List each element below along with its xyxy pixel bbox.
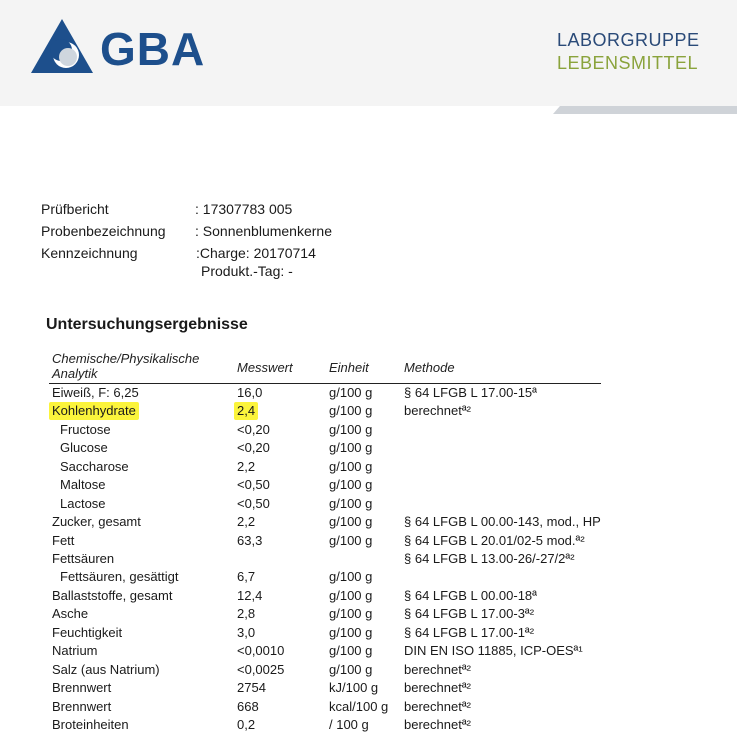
table-row bbox=[0, 458, 737, 476]
row-name: Fettsäuren, gesättigt bbox=[60, 569, 179, 584]
row-value: <0,50 bbox=[237, 496, 270, 511]
row-value: 6,7 bbox=[237, 569, 256, 584]
row-method: § 64 LFGB L 17.00-1ª² bbox=[404, 625, 535, 640]
row-unit: g/100 g bbox=[329, 662, 373, 677]
row-name: Natrium bbox=[52, 643, 98, 658]
row-unit: g/100 g bbox=[329, 643, 373, 658]
lab-group-line1: LABORGRUPPE bbox=[557, 30, 700, 50]
lab-group-line2: LEBENSMITTEL bbox=[557, 53, 699, 73]
row-unit: kcal/100 g bbox=[329, 699, 389, 714]
row-method: DIN EN ISO 11885, ICP-OESª¹ bbox=[404, 643, 583, 658]
row-name: Zucker, gesamt bbox=[52, 514, 141, 529]
row-value: 3,0 bbox=[237, 625, 256, 640]
table-row bbox=[0, 661, 737, 679]
label-probenbezeichnung: Probenbezeichnung bbox=[41, 223, 166, 239]
row-value: <0,0010 bbox=[237, 643, 285, 658]
table-row bbox=[0, 421, 737, 439]
row-name: Brennwert bbox=[52, 699, 112, 714]
label-kennzeichnung: Kennzeichnung bbox=[41, 245, 138, 261]
header-messwert: Messwert bbox=[237, 360, 293, 375]
row-unit: g/100 g bbox=[329, 459, 373, 474]
value-pruefbericht: : 17307783 005 bbox=[195, 201, 293, 217]
header-analytik-line1: Chemische/Physikalische bbox=[52, 351, 200, 366]
table-row bbox=[0, 402, 737, 420]
row-value: <0,20 bbox=[237, 422, 270, 437]
table-row bbox=[0, 513, 737, 531]
gba-logo-text: GBA bbox=[100, 23, 206, 75]
value-kennzeichnung-charge: :Charge: 20170714 bbox=[196, 245, 316, 261]
row-name: Maltose bbox=[60, 477, 106, 492]
row-value: 16,0 bbox=[237, 385, 263, 400]
section-title: Untersuchungsergebnisse bbox=[46, 316, 248, 333]
row-unit: g/100 g bbox=[329, 403, 373, 418]
row-method: berechnetª² bbox=[404, 717, 471, 732]
row-unit: g/100 g bbox=[329, 496, 373, 511]
row-unit: g/100 g bbox=[329, 569, 373, 584]
row-name: Lactose bbox=[60, 496, 106, 511]
table-row bbox=[0, 532, 737, 550]
row-name: Fett bbox=[52, 533, 75, 548]
row-value: <0,50 bbox=[237, 477, 270, 492]
row-name-highlighted: Kohlenhydrate bbox=[49, 402, 139, 420]
row-value: <0,0025 bbox=[237, 662, 285, 677]
row-value: 12,4 bbox=[237, 588, 263, 603]
row-unit: g/100 g bbox=[329, 385, 373, 400]
row-unit: g/100 g bbox=[329, 514, 373, 529]
header-einheit: Einheit bbox=[329, 360, 369, 375]
row-method: § 64 LFGB L 17.00-3ª² bbox=[404, 606, 535, 621]
row-method: § 64 LFGB L 00.00-18ª bbox=[404, 588, 537, 603]
table-row bbox=[0, 698, 737, 716]
row-name: Brennwert bbox=[52, 680, 112, 695]
row-unit: g/100 g bbox=[329, 440, 373, 455]
row-name: Eiweiß, F: 6,25 bbox=[52, 385, 139, 400]
row-unit: g/100 g bbox=[329, 625, 373, 640]
row-method: § 64 LFGB L 13.00-26/-27/2ª² bbox=[404, 551, 575, 566]
table-row bbox=[0, 495, 737, 513]
row-unit: kJ/100 g bbox=[329, 680, 379, 695]
row-method: § 64 LFGB L 00.00-143, mod., HP bbox=[404, 514, 601, 529]
row-value: 0,2 bbox=[237, 717, 256, 732]
row-unit: g/100 g bbox=[329, 588, 373, 603]
table-row bbox=[0, 476, 737, 494]
table-row bbox=[0, 439, 737, 457]
row-method: § 64 LFGB L 20.01/02-5 mod.ª² bbox=[404, 533, 585, 548]
row-name: Fettsäuren bbox=[52, 551, 115, 566]
row-name: Glucose bbox=[60, 440, 108, 455]
header-methode: Methode bbox=[404, 360, 455, 375]
row-value: <0,20 bbox=[237, 440, 270, 455]
row-name: Feuchtigkeit bbox=[52, 625, 123, 640]
row-name: Asche bbox=[52, 606, 89, 621]
row-method: berechnetª² bbox=[404, 662, 471, 677]
table-row bbox=[0, 605, 737, 623]
gba-logo-icon bbox=[31, 19, 93, 73]
row-value: 2,8 bbox=[237, 606, 256, 621]
table-row bbox=[0, 642, 737, 660]
row-method: berechnetª² bbox=[404, 403, 471, 418]
row-name: Broteinheiten bbox=[52, 717, 129, 732]
row-method: § 64 LFGB L 17.00-15ª bbox=[404, 385, 537, 400]
row-unit: g/100 g bbox=[329, 606, 373, 621]
row-name: Ballaststoffe, gesamt bbox=[52, 588, 173, 603]
row-value: 2754 bbox=[237, 680, 266, 695]
row-method: berechnetª² bbox=[404, 680, 471, 695]
header-stripe bbox=[0, 106, 737, 114]
value-kennzeichnung-produkttag: Produkt.-Tag: - bbox=[201, 263, 293, 279]
report-header bbox=[0, 0, 737, 112]
row-value: 63,3 bbox=[237, 533, 263, 548]
row-name: Fructose bbox=[60, 422, 111, 437]
table-row bbox=[0, 587, 737, 605]
value-probenbezeichnung: : Sonnenblumenkerne bbox=[195, 223, 332, 239]
header-analytik-line2: Analytik bbox=[52, 366, 98, 381]
row-unit: g/100 g bbox=[329, 422, 373, 437]
table-row bbox=[0, 679, 737, 697]
table-row bbox=[0, 716, 737, 734]
row-name: Salz (aus Natrium) bbox=[52, 662, 160, 677]
table-row bbox=[0, 550, 737, 568]
table-row bbox=[0, 384, 737, 402]
table-row bbox=[0, 624, 737, 642]
row-unit: g/100 g bbox=[329, 477, 373, 492]
table-row bbox=[0, 568, 737, 586]
row-unit: g/100 g bbox=[329, 533, 373, 548]
row-unit: / 100 g bbox=[329, 717, 369, 732]
row-value: 2,2 bbox=[237, 514, 256, 529]
row-value: 668 bbox=[237, 699, 259, 714]
label-pruefbericht: Prüfbericht bbox=[41, 201, 109, 217]
row-value-highlighted: 2,4 bbox=[234, 402, 258, 420]
row-name: Saccharose bbox=[60, 459, 129, 474]
row-method: berechnetª² bbox=[404, 699, 471, 714]
row-value: 2,2 bbox=[237, 459, 256, 474]
